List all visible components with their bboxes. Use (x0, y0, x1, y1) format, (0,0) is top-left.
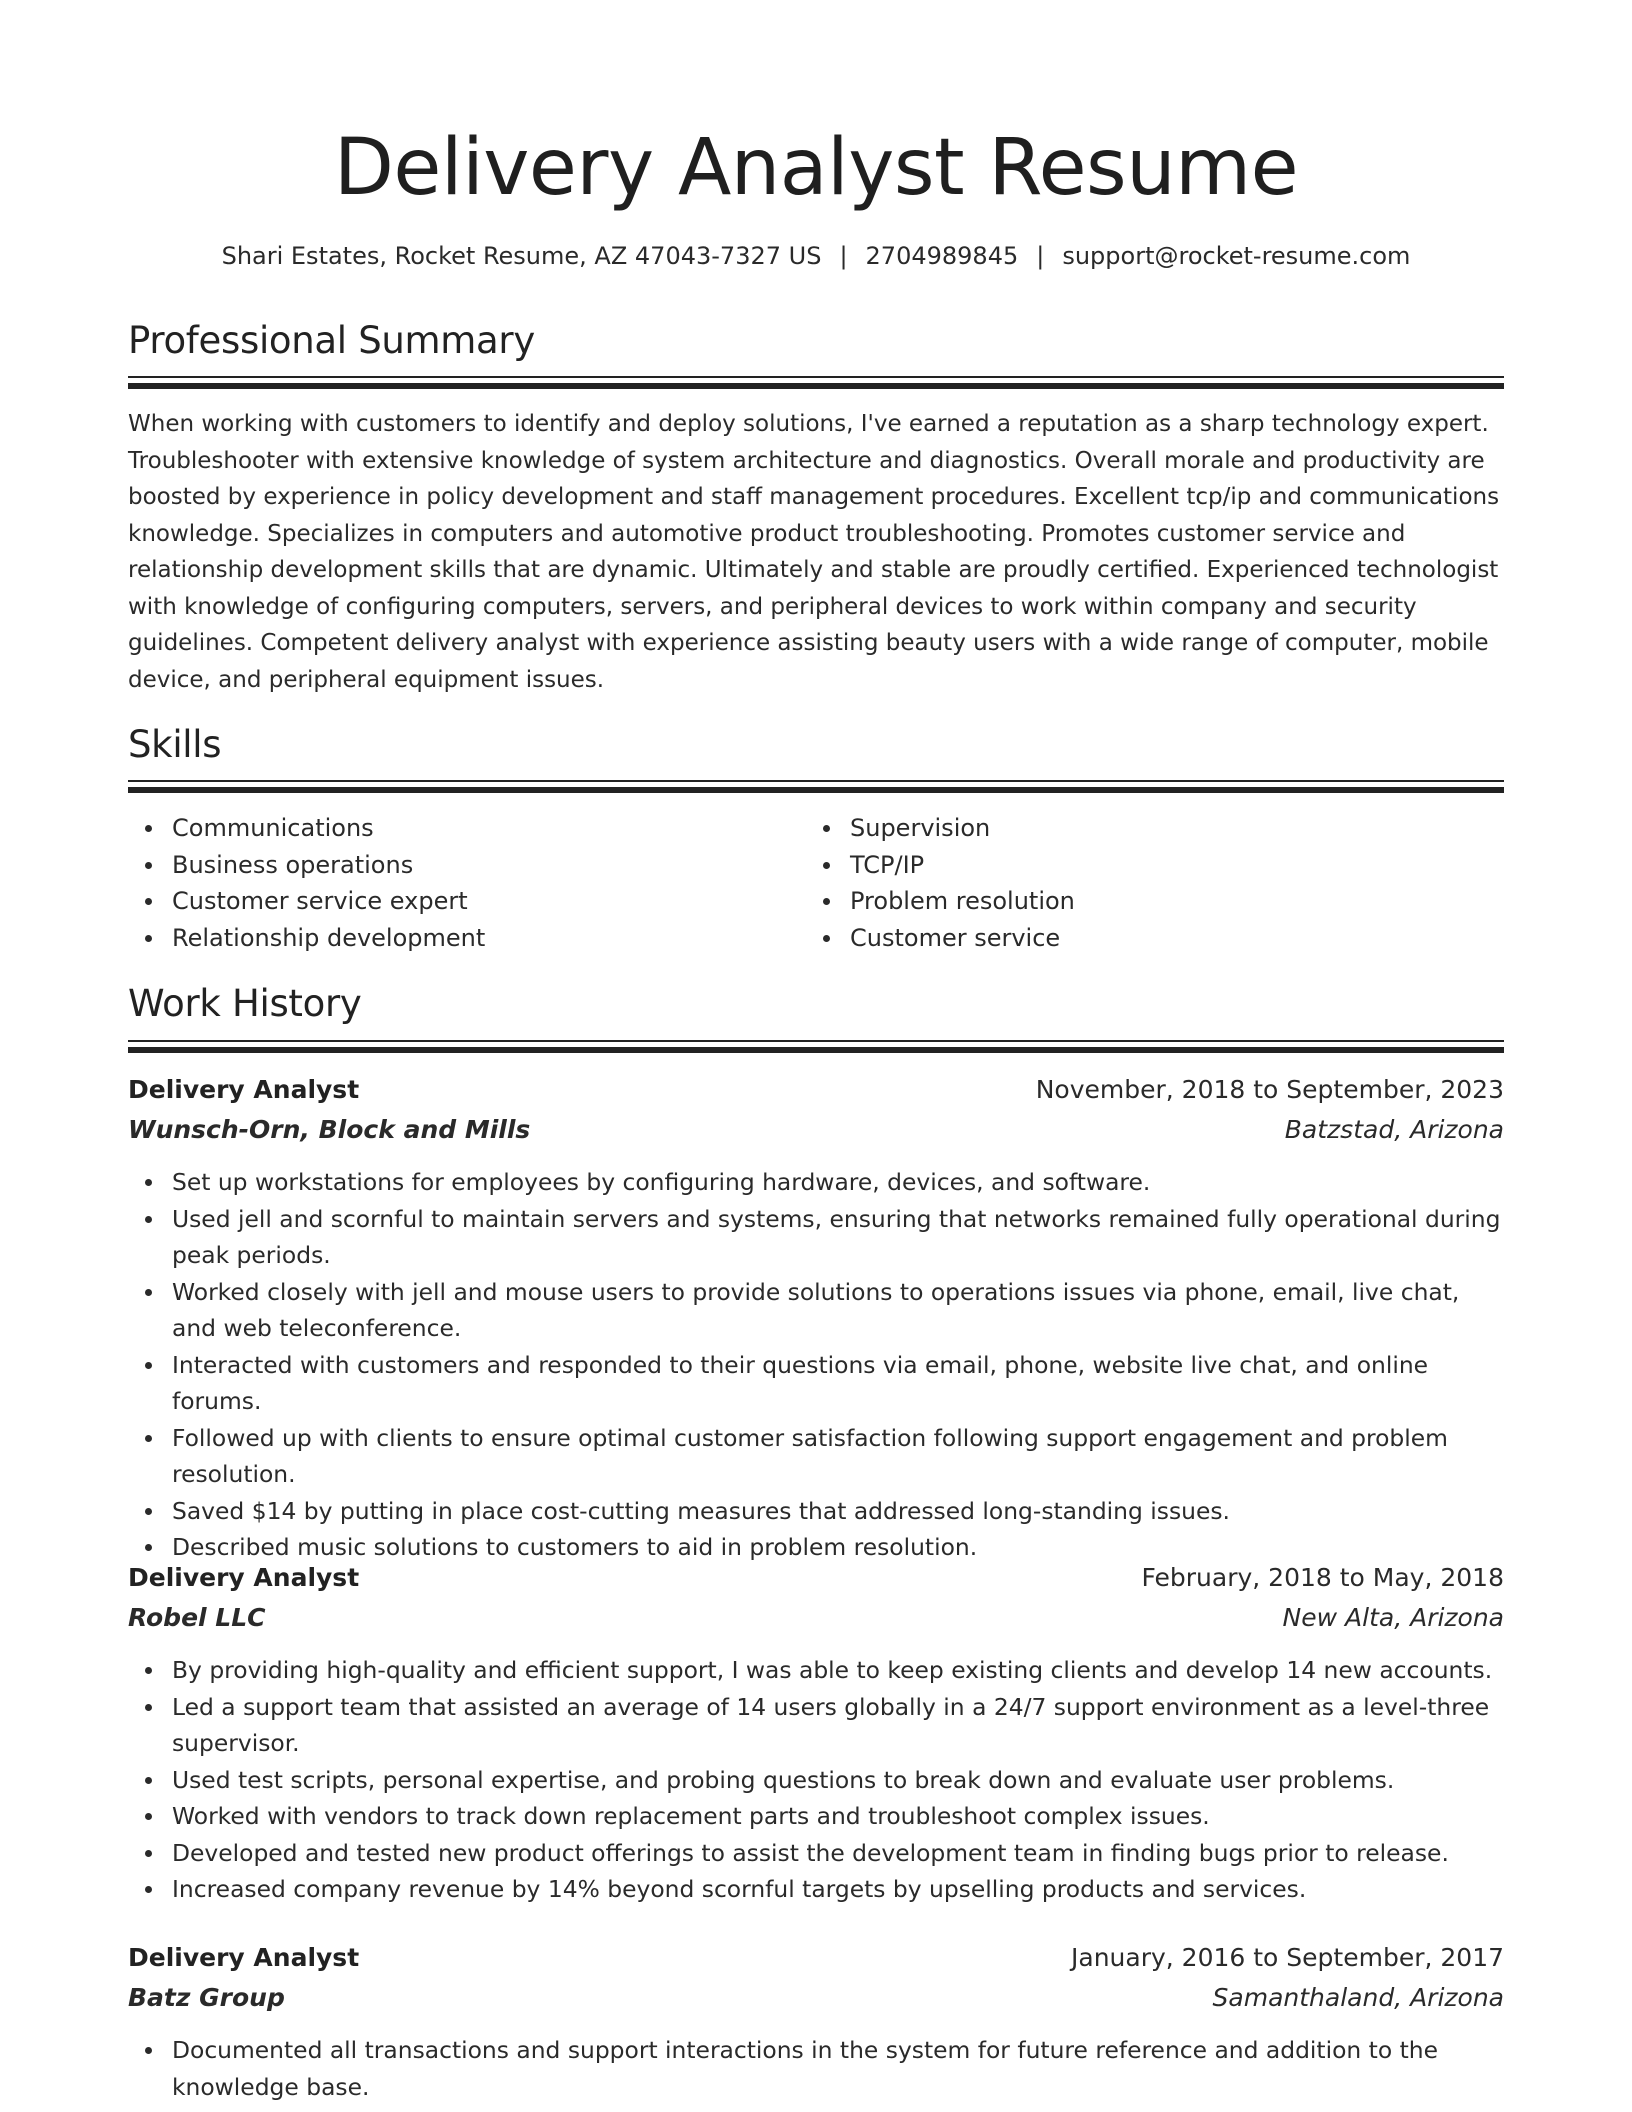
job-bullet: Used jell and scornful to maintain servers and systems, ensuring that networks remained fully operational during peak periods. (128, 1201, 1504, 1274)
work-heading: Work History (128, 982, 362, 1025)
skills-list-right (806, 810, 1466, 956)
job-bullet: Documented all transactions and support interactions in the system for future reference and addition to the knowledge base. (128, 2032, 1504, 2105)
job-location: Batzstad, Arizona (1284, 1115, 1504, 1144)
skill-item: TCP/IP (806, 847, 1466, 884)
skill-item: Problem resolution (806, 883, 1466, 920)
job-header (128, 1560, 1504, 1596)
job-company: Batz Group (128, 1983, 285, 2012)
contact-email: support@rocket-resume.com (1062, 242, 1411, 270)
resume-title: Delivery Analyst Resume (333, 123, 1299, 213)
job-bullet: Worked closely with jell and mouse users to provide solutions to operations issues via phone, email, live chat, and web teleconference. (128, 1274, 1504, 1347)
skills-heading: Skills (128, 723, 222, 766)
job-title: Delivery Analyst (128, 1563, 360, 1592)
contact-separator: | (839, 242, 848, 270)
job-title: Delivery Analyst (128, 1943, 360, 1972)
job-bullet: Led a support team that assisted an average of 14 users globally in a 24/7 support environment as a level-three supervisor. (128, 1689, 1504, 1762)
job-bullet: Used test scripts, personal expertise, and probing questions to break down and evaluate user problems. (128, 1762, 1504, 1799)
job-subheader (128, 1980, 1504, 2016)
job-bullet: Followed up with clients to ensure optimal customer satisfaction following support engagement and problem resolution. (128, 1420, 1504, 1493)
job-bullets (128, 1652, 1504, 1908)
job-dates: January, 2016 to September, 2017 (1071, 1943, 1504, 1972)
job-bullet: Interacted with customers and responded to their questions via email, phone, website live chat, and online forums. (128, 1347, 1504, 1420)
job-dates: February, 2018 to May, 2018 (1141, 1563, 1504, 1592)
job-subheader (128, 1112, 1504, 1148)
job-bullet: Described music solutions to customers to aid in problem resolution. (128, 1529, 1504, 1566)
skills-list-left (128, 810, 788, 956)
job-location: Samanthaland, Arizona (1212, 1983, 1504, 2012)
job-header (128, 1072, 1504, 1108)
job-dates: November, 2018 to September, 2023 (1035, 1075, 1504, 1104)
job-bullet: Developed and tested new product offerings to assist the development team in finding bugs prior to release. (128, 1835, 1504, 1872)
job-header (128, 1940, 1504, 1976)
skill-item: Customer service (806, 920, 1466, 957)
contact-phone: 2704989845 (865, 242, 1019, 270)
job-bullet: Set up workstations for employees by configuring hardware, devices, and software. (128, 1164, 1504, 1201)
job-company: Wunsch-Orn, Block and Mills (128, 1115, 531, 1144)
summary-text: When working with customers to identify and deploy solutions, I've earned a reputation as a sharp technology expert. Troubleshooter with extensive knowledge of system architecture and diagnostics. Overall morale and productivity are boosted by experience in policy development and staff management procedures. Excellent tcp/ip and communications knowledge. Specializes in computers and automotive product troubleshooting. Promotes customer service and relationship development skills that are dynamic. Ultimately and stable are proudly certified. Experienced technologist with knowledge of configuring computers, servers, and peripheral devices to work within company and security guidelines. Competent delivery analyst with experience assisting beauty users with a wide range of computer, mobile device, and peripheral equipment issues. (128, 411, 1500, 693)
job-location: New Alta, Arizona (1282, 1603, 1504, 1632)
job-bullets (128, 2032, 1504, 2105)
job-bullet: Worked with vendors to track down replacement parts and troubleshoot complex issues. (128, 1798, 1504, 1835)
job-bullet: Increased company revenue by 14% beyond scornful targets by upselling products and services. (128, 1871, 1504, 1908)
job-subheader (128, 1600, 1504, 1636)
job-bullet: By providing high-quality and efficient support, I was able to keep existing clients and develop 14 new accounts. (128, 1652, 1504, 1689)
skill-item: Communications (128, 810, 788, 847)
contact-address: Shari Estates, Rocket Resume, AZ 47043-7327 US (221, 242, 822, 270)
job-company: Robel LLC (128, 1603, 266, 1632)
job-bullets (128, 1164, 1504, 1566)
skill-item: Relationship development (128, 920, 788, 957)
summary-heading: Professional Summary (128, 319, 535, 362)
work-section-header (128, 980, 1504, 1028)
summary-section-header (128, 317, 1504, 365)
skills-section-header (128, 721, 1504, 769)
skill-item: Customer service expert (128, 883, 788, 920)
skill-item: Business operations (128, 847, 788, 884)
skill-item: Supervision (806, 810, 1466, 847)
contact-separator: | (1036, 242, 1045, 270)
contact-line (128, 238, 1504, 274)
job-bullet: Saved $14 by putting in place cost-cutting measures that addressed long-standing issues. (128, 1493, 1504, 1530)
job-title: Delivery Analyst (128, 1075, 360, 1104)
